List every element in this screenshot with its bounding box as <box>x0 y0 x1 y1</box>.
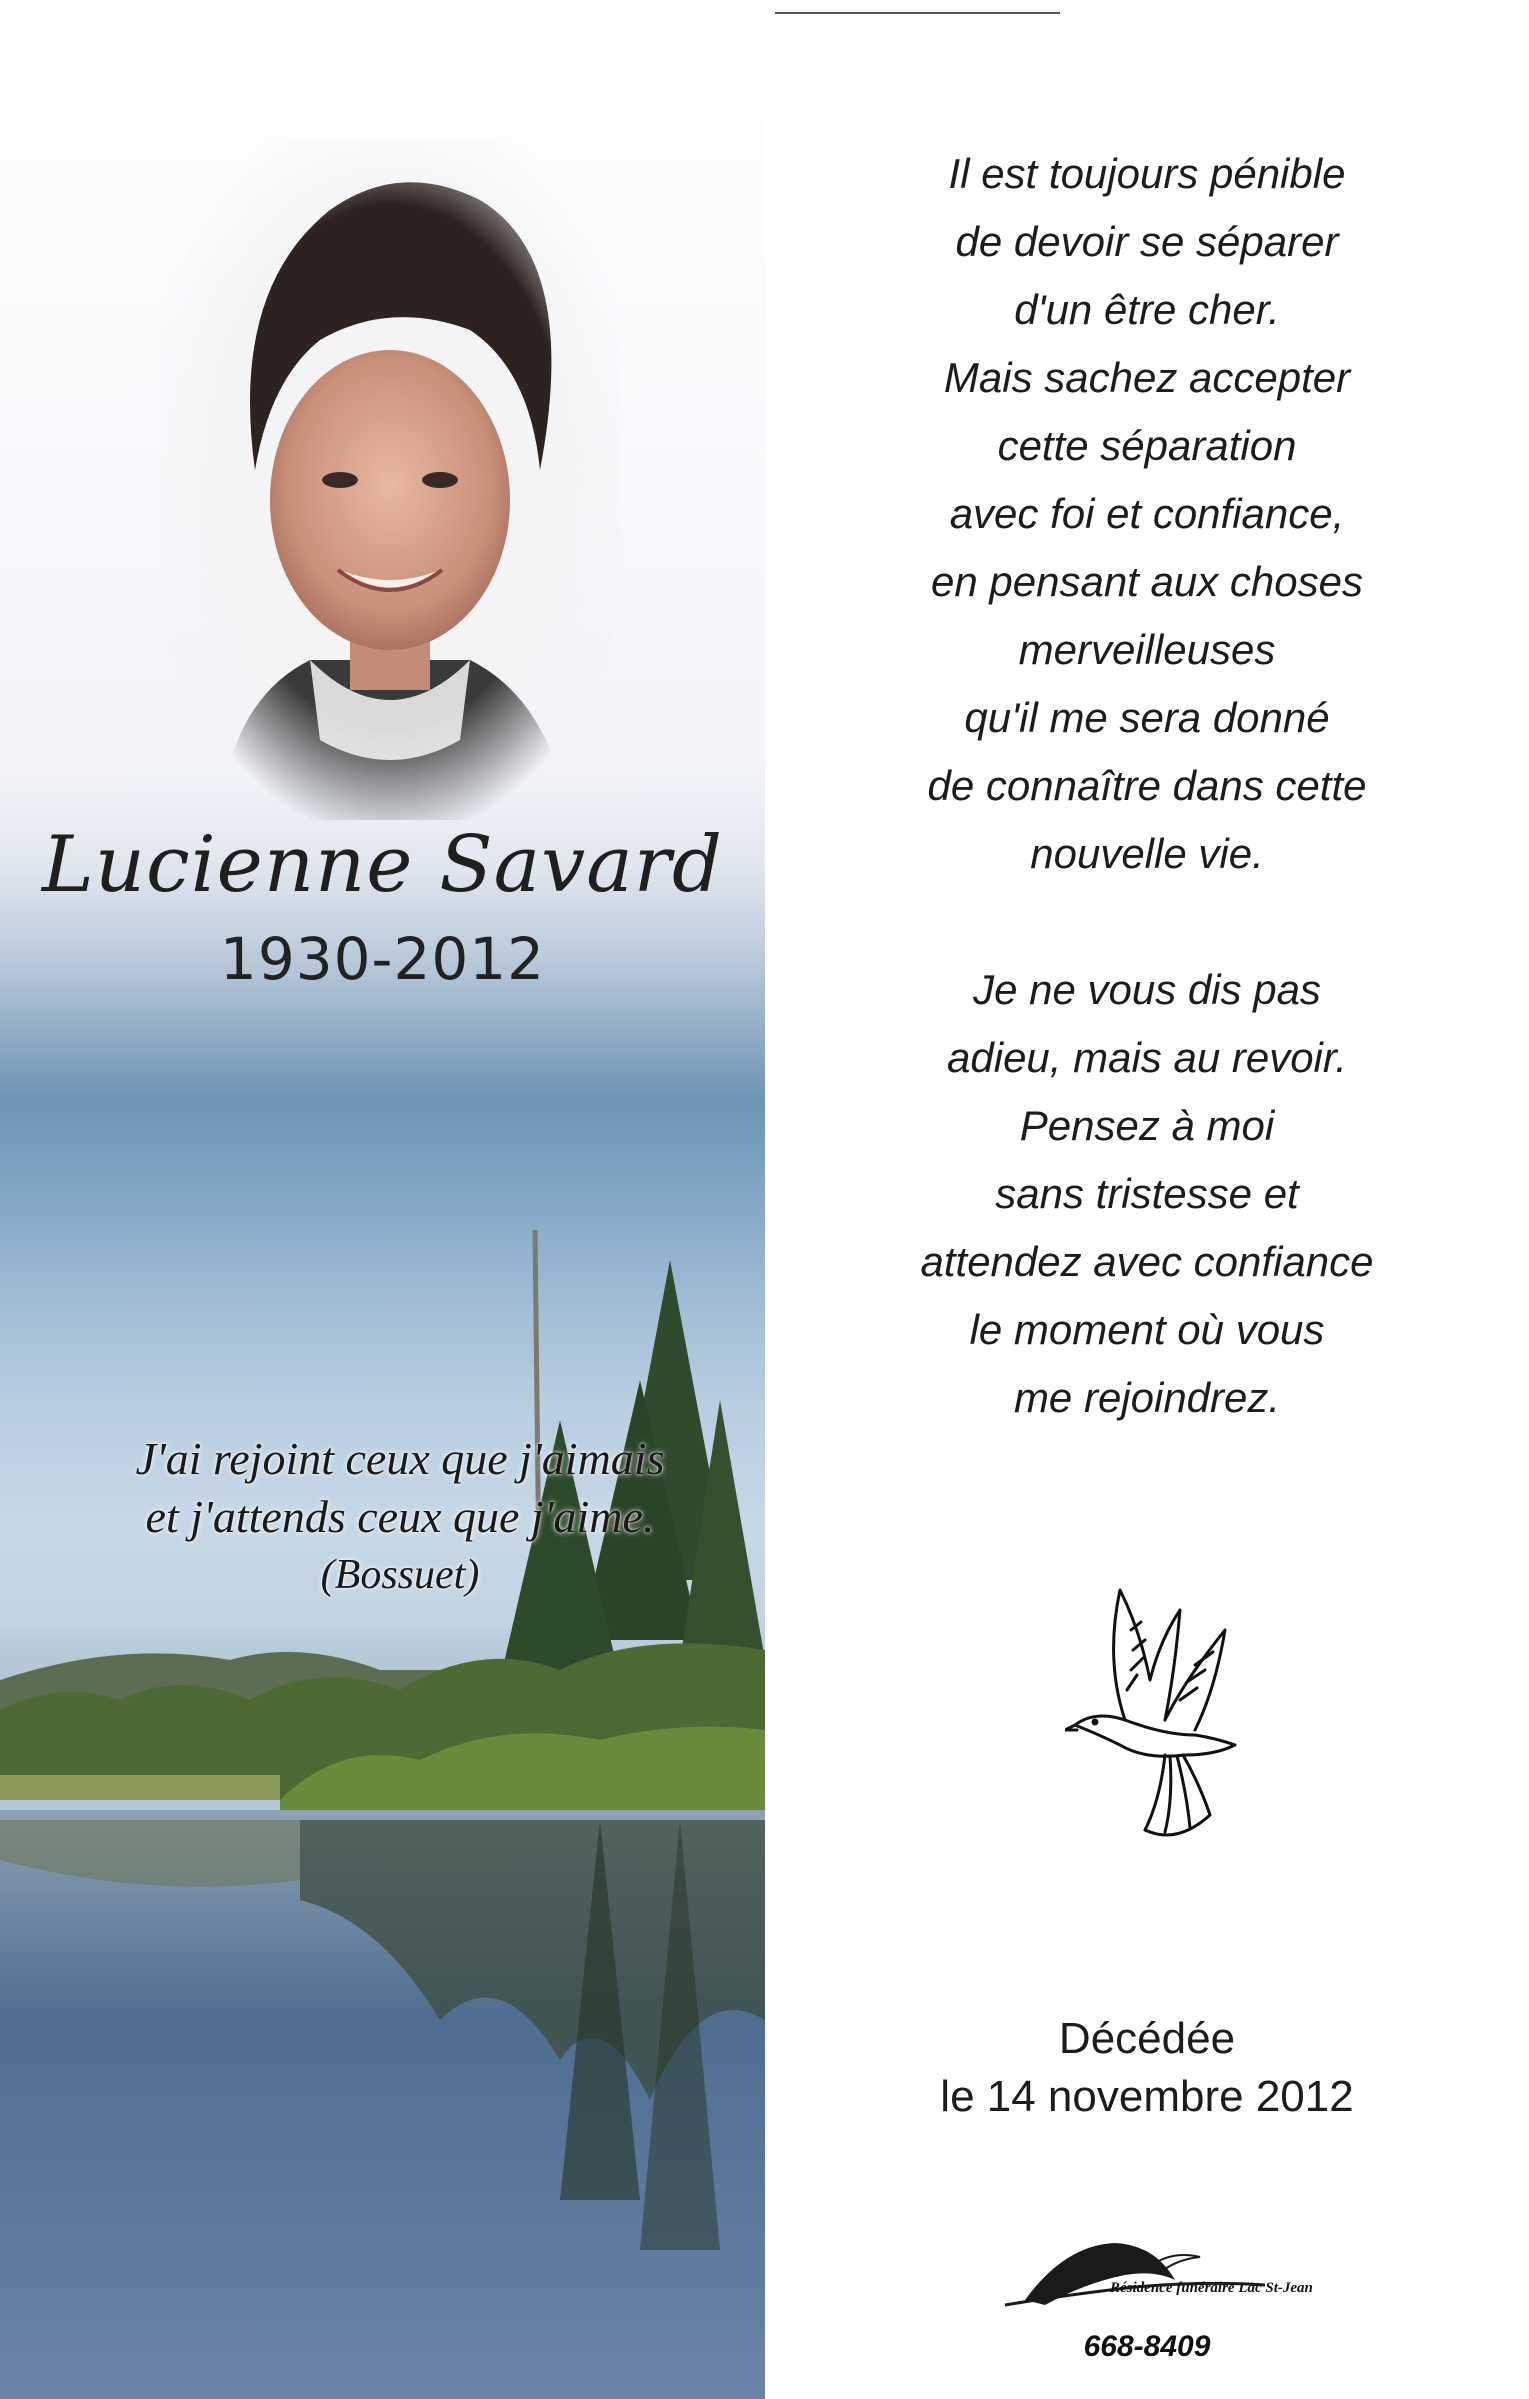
poem-line: de connaître dans cette <box>927 762 1367 809</box>
poem-line: de devoir se séparer <box>955 218 1339 265</box>
lake-landscape-image <box>0 1200 765 2399</box>
death-date: le 14 novembre 2012 <box>940 2072 1354 2121</box>
poem-line: sans tristesse et <box>995 1170 1299 1217</box>
poem-line: Pensez à moi <box>1019 1102 1275 1149</box>
poem-line: merveilleuses <box>1018 626 1276 673</box>
poem-line: Je ne vous dis pas <box>973 966 1321 1013</box>
death-notice <box>765 2010 1529 2126</box>
life-years: 1930-2012 <box>219 925 546 993</box>
poem-line: nouvelle vie. <box>1030 830 1264 877</box>
poem-line: qu'il me sera donné <box>964 694 1330 741</box>
top-divider <box>775 12 1060 14</box>
stanza-break <box>765 888 1529 956</box>
poem-line: me rejoindrez. <box>1013 1374 1281 1421</box>
deceased-name: Lucienne Savard <box>42 820 723 910</box>
poem-line: d'un être cher. <box>1014 286 1280 333</box>
poem-line: adieu, mais au revoir. <box>947 1034 1347 1081</box>
poem-line: attendez avec confiance <box>920 1238 1374 1285</box>
poem-line: Mais sachez accepter <box>943 354 1351 401</box>
quote-line-1: J'ai rejoint ceux que j'aimais <box>135 1433 665 1484</box>
poem-line: Il est toujours pénible <box>948 150 1346 197</box>
memorial-quote <box>90 1430 710 1604</box>
poem-line: cette séparation <box>997 422 1297 469</box>
death-label: Décédée <box>1058 2014 1236 2063</box>
poem-line: avec foi et confiance, <box>949 490 1345 537</box>
funeral-home-name: Résidence funéraire Lac St-Jean <box>1110 2280 1313 2296</box>
funeral-home-logo <box>1005 2225 1385 2310</box>
funeral-home-phone: 668-8409 <box>1083 2330 1211 2363</box>
poem-line: en pensant aux choses <box>931 558 1363 605</box>
quote-author: (Bossuet) <box>320 1552 480 1598</box>
portrait-photo <box>160 140 620 820</box>
poem-line: le moment où vous <box>969 1306 1325 1353</box>
quote-line-2: et j'attends ceux que j'aime. <box>145 1491 655 1542</box>
dove-icon <box>1065 1570 1245 1840</box>
memorial-card-back <box>765 0 1529 2399</box>
poem <box>765 140 1529 1432</box>
